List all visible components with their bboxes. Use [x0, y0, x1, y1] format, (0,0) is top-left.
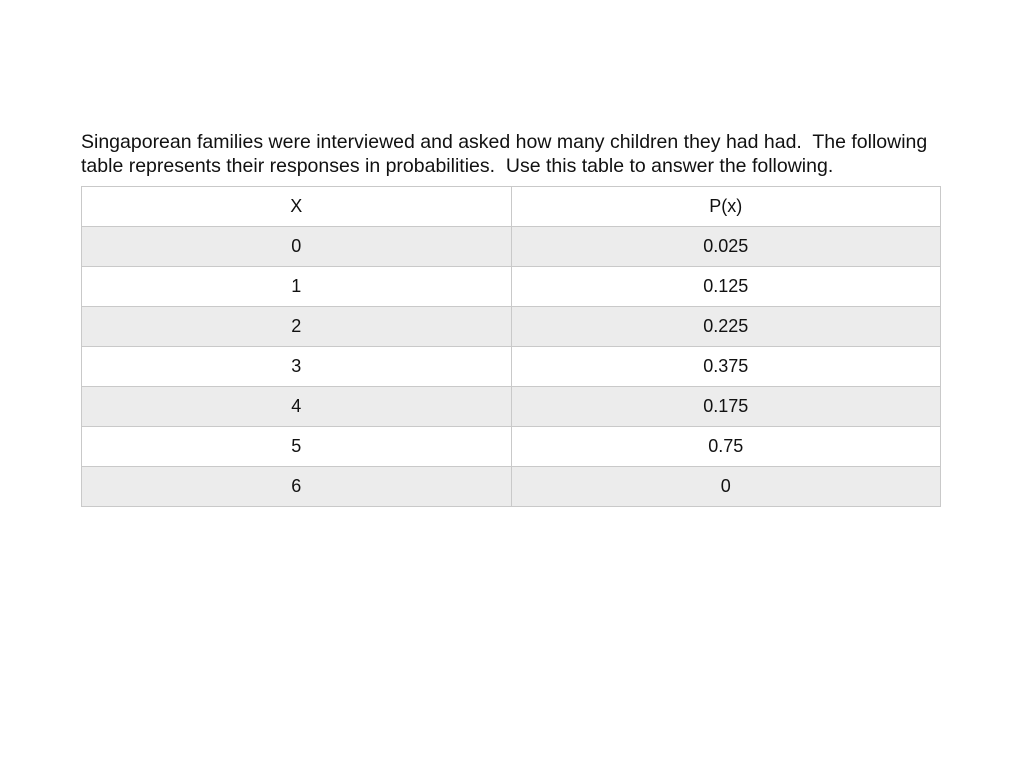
table-row	[82, 347, 941, 387]
table-header-row	[82, 187, 941, 227]
cell-px: 0.025	[511, 227, 941, 267]
cell-px: 0.125	[511, 267, 941, 307]
cell-px: 0.375	[511, 347, 941, 387]
table-row	[82, 267, 941, 307]
cell-x: 2	[82, 307, 512, 347]
cell-x: 4	[82, 387, 512, 427]
column-header-x: X	[82, 187, 512, 227]
cell-x: 6	[82, 467, 512, 507]
table-row	[82, 307, 941, 347]
cell-x: 5	[82, 427, 512, 467]
cell-px: 0.225	[511, 307, 941, 347]
intro-paragraph: Singaporean families were interviewed and asked how many children they had had. The following table represents their responses in probabilities. Use this table to answer the following.	[81, 130, 933, 177]
table-row	[82, 427, 941, 467]
cell-x: 0	[82, 227, 512, 267]
table-row	[82, 227, 941, 267]
cell-x: 3	[82, 347, 512, 387]
cell-px: 0.175	[511, 387, 941, 427]
cell-px: 0.75	[511, 427, 941, 467]
column-header-px: P(x)	[511, 187, 941, 227]
table-row	[82, 387, 941, 427]
probability-table	[81, 186, 941, 507]
cell-px: 0	[511, 467, 941, 507]
table-row	[82, 467, 941, 507]
cell-x: 1	[82, 267, 512, 307]
